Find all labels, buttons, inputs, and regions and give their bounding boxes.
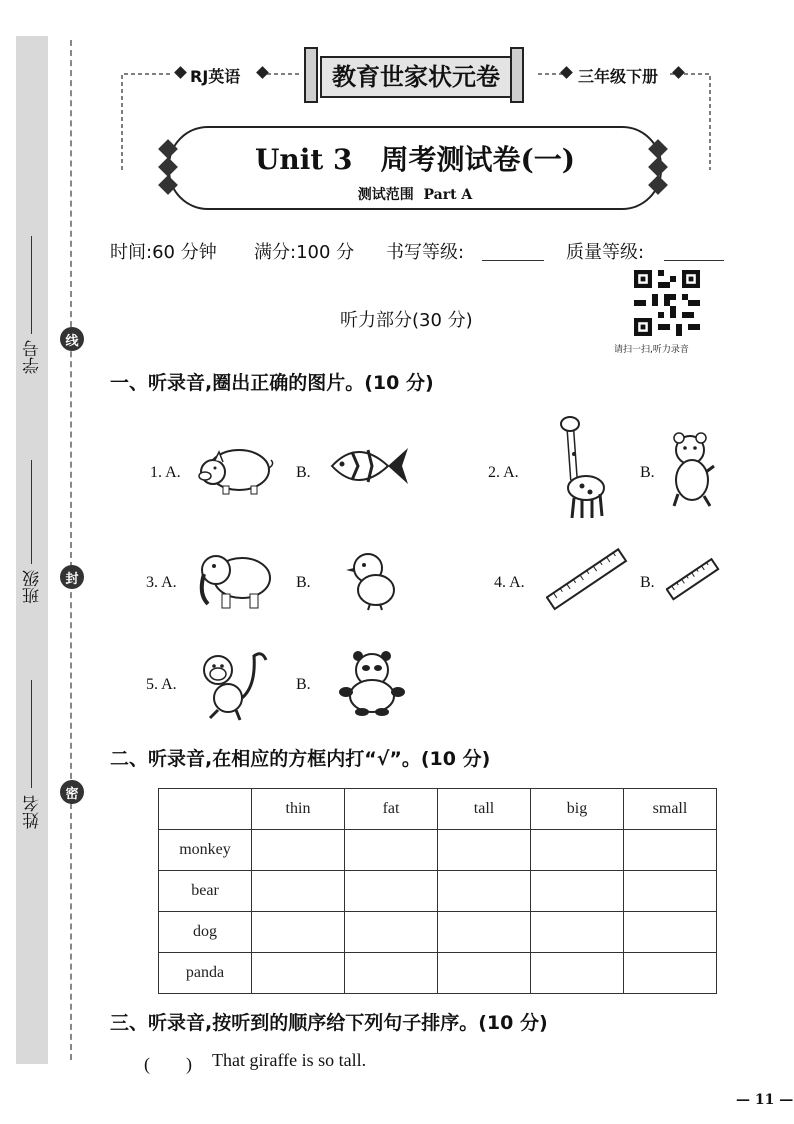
unit-title: Unit 3 周考测试卷(一)	[254, 143, 576, 176]
student-number-line	[31, 236, 32, 334]
short-ruler-picture[interactable]	[666, 556, 720, 604]
q2-option-a-label: 2. A.	[488, 464, 519, 481]
class-line	[31, 460, 32, 564]
elephant-picture[interactable]	[196, 546, 276, 612]
answer-cell[interactable]	[531, 871, 624, 912]
header-cell: tall	[438, 789, 531, 830]
scope-label: 测试范围	[357, 187, 414, 203]
answer-cell[interactable]	[252, 912, 345, 953]
student-number-label: 学号	[23, 340, 43, 374]
chick-picture[interactable]	[346, 550, 402, 612]
writing-grade-blank[interactable]	[482, 260, 544, 261]
q1-option-b-label: B.	[296, 464, 311, 481]
q1-option-a-label: 1. A.	[150, 464, 181, 481]
test-scope	[168, 184, 662, 204]
table-row	[159, 830, 717, 871]
header-cell: fat	[345, 789, 438, 830]
answer-cell[interactable]	[531, 912, 624, 953]
name-line	[31, 680, 32, 788]
listening-section-title: 听力部分(30 分)	[340, 310, 473, 331]
bear-picture[interactable]	[666, 432, 718, 510]
answer-cell[interactable]	[252, 953, 345, 994]
answer-grid	[158, 788, 717, 994]
table-header-row	[159, 789, 717, 830]
order-blank[interactable]: ( )	[144, 1054, 192, 1074]
q4-option-a-label: 4. A.	[494, 574, 525, 591]
q3-option-b-label: B.	[296, 574, 311, 591]
part2-heading: 二、听录音,在相应的方框内打“√”。(10 分)	[110, 748, 491, 770]
header-cell	[159, 789, 252, 830]
answer-cell[interactable]	[345, 830, 438, 871]
row-label: bear	[159, 871, 252, 912]
time-info: 时间:60 分钟	[110, 242, 217, 263]
row-label: monkey	[159, 830, 252, 871]
part1-heading: 一、听录音,圈出正确的图片。(10 分)	[110, 372, 434, 394]
monkey-picture[interactable]	[196, 646, 274, 722]
answer-cell[interactable]	[531, 953, 624, 994]
table-row	[159, 953, 717, 994]
answer-cell[interactable]	[345, 871, 438, 912]
seal-secret-mark: 密	[60, 780, 84, 804]
class-label: 班级	[23, 570, 43, 604]
q2-option-b-label: B.	[640, 464, 655, 481]
answer-cell[interactable]	[252, 830, 345, 871]
row-label: panda	[159, 953, 252, 994]
giraffe-picture[interactable]	[556, 414, 610, 524]
table-row	[159, 871, 717, 912]
seal-line-mark: 线	[60, 327, 84, 351]
subject-tag: RJ英语	[190, 67, 241, 86]
q5-option-a-label: 5. A.	[146, 676, 177, 693]
cut-dashed-line	[70, 40, 72, 1060]
header-cell: small	[624, 789, 717, 830]
q5-option-b-label: B.	[296, 676, 311, 693]
panda-picture[interactable]	[338, 650, 406, 718]
qr-caption: 请扫一扫,听力录音	[614, 345, 689, 355]
answer-cell[interactable]	[624, 871, 717, 912]
part3-heading: 三、听录音,按听到的顺序给下列句子排序。(10 分)	[110, 1012, 548, 1034]
answer-cell[interactable]	[345, 953, 438, 994]
header-cell: thin	[252, 789, 345, 830]
table-row	[159, 912, 717, 953]
answer-cell[interactable]	[624, 830, 717, 871]
answer-cell[interactable]	[438, 830, 531, 871]
qr-code-icon[interactable]	[634, 270, 700, 336]
answer-cell[interactable]	[438, 871, 531, 912]
series-title: 教育世家状元卷	[320, 56, 512, 98]
answer-cell[interactable]	[252, 871, 345, 912]
answer-cell[interactable]	[438, 953, 531, 994]
row-label: dog	[159, 912, 252, 953]
writing-grade-label: 书写等级:	[386, 242, 465, 263]
binding-strip	[16, 36, 48, 1064]
answer-cell[interactable]	[531, 830, 624, 871]
answer-cell[interactable]	[345, 912, 438, 953]
grade-tag: 三年级下册	[578, 67, 659, 86]
quality-grade-blank[interactable]	[664, 260, 724, 261]
header-cell: big	[531, 789, 624, 830]
answer-cell[interactable]	[624, 912, 717, 953]
full-score-info: 满分:100 分	[254, 242, 355, 263]
name-label: 姓名	[23, 795, 43, 829]
q4-option-b-label: B.	[640, 574, 655, 591]
long-ruler-picture[interactable]	[546, 546, 628, 614]
pig-picture[interactable]	[195, 440, 275, 498]
fish-picture[interactable]	[328, 438, 412, 494]
answer-cell[interactable]	[624, 953, 717, 994]
scope-value: Part A	[423, 187, 473, 203]
q3-option-a-label: 3. A.	[146, 574, 177, 591]
quality-grade-label: 质量等级:	[566, 242, 645, 263]
page-number: — 11 —	[736, 1092, 794, 1108]
sentence-text: That giraffe is so tall.	[212, 1050, 367, 1070]
seal-seal-mark: 封	[60, 565, 84, 589]
answer-cell[interactable]	[438, 912, 531, 953]
